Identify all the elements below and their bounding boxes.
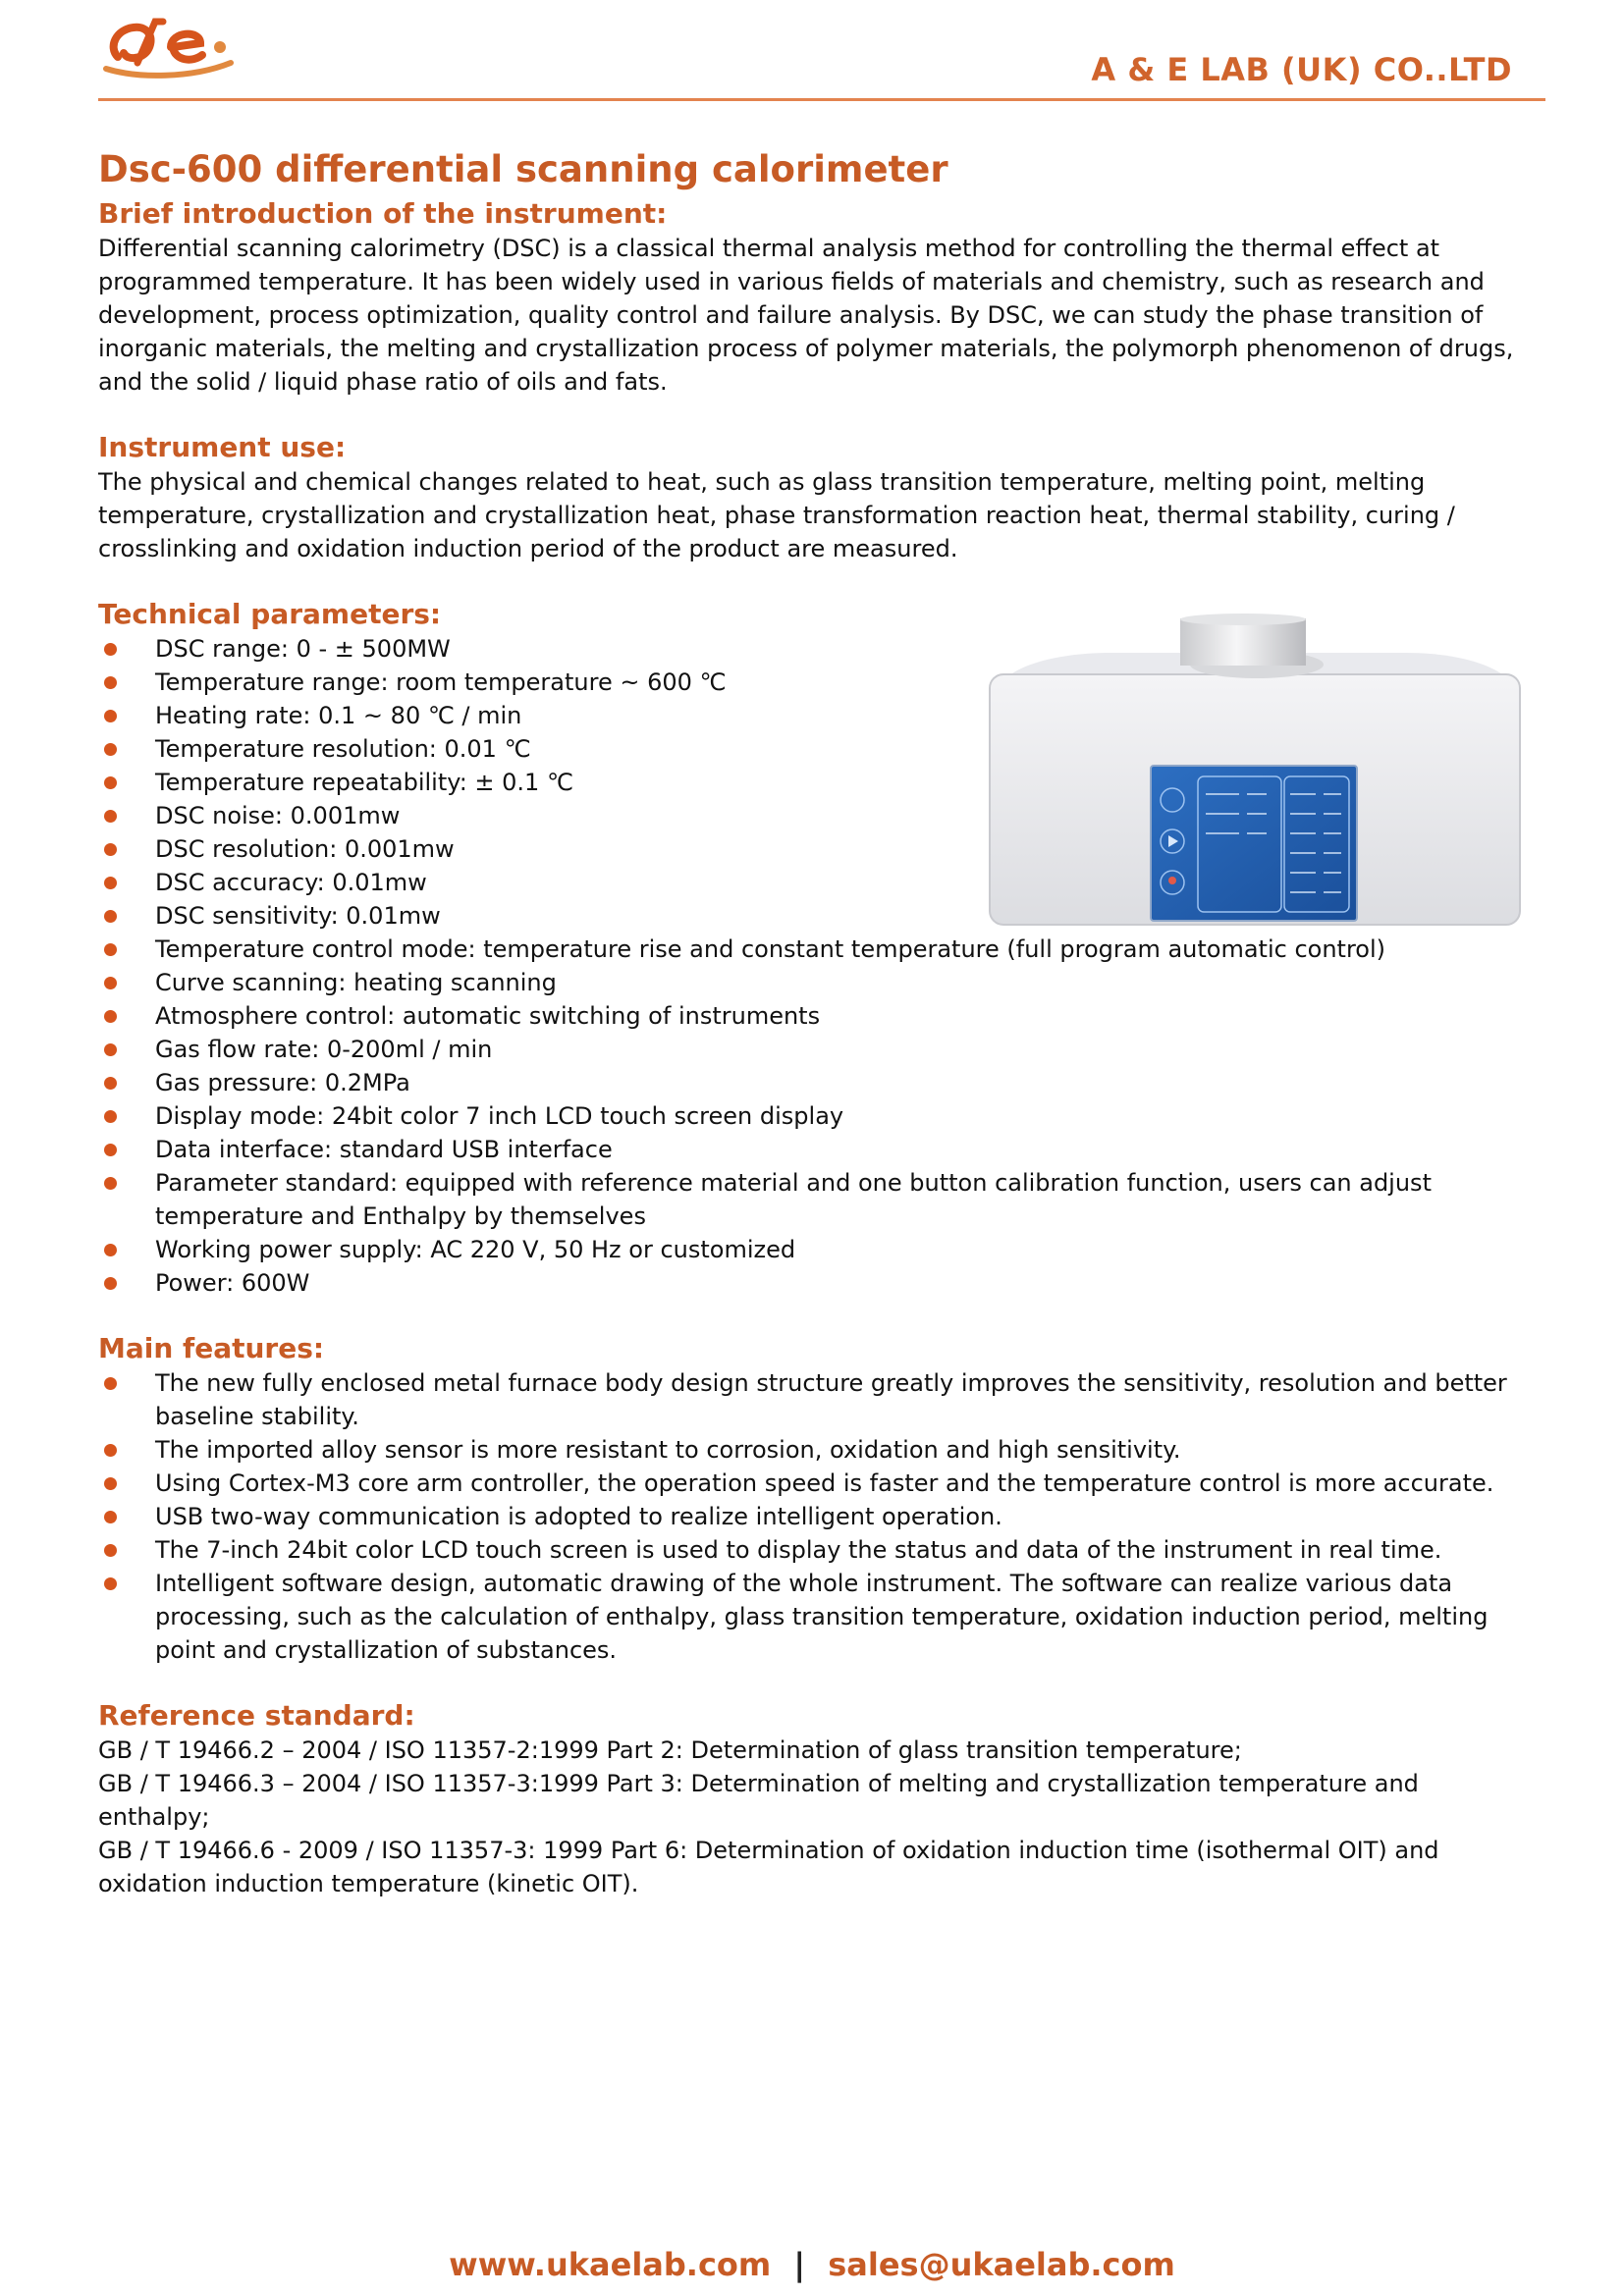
list-item: Data interface: standard USB interface: [98, 1133, 1526, 1166]
bullet-icon: [104, 1511, 117, 1523]
bullet-icon: [104, 810, 117, 823]
email-link[interactable]: sales@ukaelab.com: [828, 2246, 1175, 2283]
bullet-icon: [104, 1177, 117, 1190]
technical-heading: Technical parameters:: [98, 598, 442, 630]
list-item: DSC sensitivity: 0.01mw: [98, 899, 1526, 933]
bullet-icon: [104, 743, 117, 756]
use-text: The physical and chemical changes related to heat, such as glass transition temperature, melting point, melting temperature, crystallization and crystallization heat, phase transformation reaction heat, thermal stability, curing / crosslinking and oxidation induction period of the product are measured.: [98, 468, 1455, 562]
footer-contact: [0, 2246, 1624, 2283]
bullet-icon: [104, 1477, 117, 1490]
features-list: [98, 1366, 1526, 1667]
bullet-icon: [104, 1377, 117, 1390]
use-heading: Instrument use:: [98, 431, 347, 463]
bullet-icon: [104, 1444, 117, 1457]
list-item: Gas pressure: 0.2MPa: [98, 1066, 1526, 1099]
list-item: Intelligent software design, automatic drawing of the whole instrument. The software can realize various data processing, such as the calculation of enthalpy, glass transition temperature, oxidation induction period, melting point and crystallization of substances.: [98, 1567, 1526, 1667]
bullet-icon: [104, 877, 117, 889]
bullet-icon: [104, 910, 117, 923]
list-item: USB two-way communication is adopted to realize intelligent operation.: [98, 1500, 1526, 1533]
company-name: A & E LAB (UK) CO..LTD: [1091, 51, 1512, 88]
bullet-icon: [104, 843, 117, 856]
list-item: DSC resolution: 0.001mw: [98, 832, 1526, 866]
list-item: Temperature control mode: temperature rise and constant temperature (full program automatic control): [98, 933, 1526, 966]
list-item: Curve scanning: heating scanning: [98, 966, 1526, 999]
reference-line-3: GB / T 19466.6 - 2009 / ISO 11357-3: 1999 Part 6: Determination of oxidation induction time (isothermal OIT) and oxidation induction temperature (kinetic OIT).: [98, 1837, 1439, 1897]
list-item: Using Cortex-M3 core arm controller, the operation speed is faster and the temperature control is more accurate.: [98, 1467, 1526, 1500]
reference-heading: Reference standard:: [98, 1699, 415, 1732]
list-item: The new fully enclosed metal furnace body design structure greatly improves the sensitivity, resolution and better baseline stability.: [98, 1366, 1526, 1433]
footer-separator: |: [793, 2246, 806, 2283]
list-item: Parameter standard: equipped with reference material and one button calibration function, users can adjust temperature and Enthalpy by themselves: [98, 1166, 1526, 1233]
bullet-icon: [104, 710, 117, 722]
document-title: Dsc-600 differential scanning calorimeter: [98, 148, 948, 190]
instrument-photo: [982, 614, 1527, 933]
header-divider: [98, 98, 1545, 101]
bullet-icon: [104, 1110, 117, 1123]
bullet-icon: [104, 977, 117, 989]
bullet-icon: [104, 1043, 117, 1056]
list-item: Temperature range: room temperature ~ 600 ℃: [98, 666, 1526, 699]
reference-line-1: GB / T 19466.2 – 2004 / ISO 11357-2:1999 Part 2: Determination of glass transition temperature;: [98, 1736, 1242, 1764]
bullet-icon: [104, 776, 117, 789]
bullet-icon: [104, 643, 117, 656]
list-item: Display mode: 24bit color 7 inch LCD touch screen display: [98, 1099, 1526, 1133]
bullet-icon: [104, 943, 117, 956]
list-item: DSC range: 0 - ± 500MW: [98, 632, 1526, 666]
list-item: Working power supply: AC 220 V, 50 Hz or customized: [98, 1233, 1526, 1266]
list-item: The imported alloy sensor is more resistant to corrosion, oxidation and high sensitivity.: [98, 1433, 1526, 1467]
bullet-icon: [104, 1244, 117, 1256]
bullet-icon: [104, 1277, 117, 1290]
bullet-icon: [104, 676, 117, 689]
intro-heading: Brief introduction of the instrument:: [98, 197, 668, 230]
bullet-icon: [104, 1577, 117, 1590]
bullet-icon: [104, 1077, 117, 1090]
intro-text: Differential scanning calorimetry (DSC) is a classical thermal analysis method for controlling the thermal effect at programmed temperature. It has been widely used in various fields of materials and chemistry, such as research and development, process optimization, quality control and failure analysis. By DSC, we can study the phase transition of inorganic materials, the melting and crystallization process of polymer materials, the polymorph phenomenon of drugs, and the solid / liquid phase ratio of oils and fats.: [98, 235, 1514, 396]
list-item: Heating rate: 0.1 ~ 80 ℃ / min: [98, 699, 1526, 732]
bullet-icon: [104, 1544, 117, 1557]
list-item: DSC accuracy: 0.01mw: [98, 866, 1526, 899]
list-item: The 7-inch 24bit color LCD touch screen is used to display the status and data of the instrument in real time.: [98, 1533, 1526, 1567]
list-item: DSC noise: 0.001mw: [98, 799, 1526, 832]
list-item: Gas flow rate: 0-200ml / min: [98, 1033, 1526, 1066]
features-heading: Main features:: [98, 1332, 325, 1364]
list-item: Power: 600W: [98, 1266, 1526, 1300]
document-body: [98, 145, 1526, 1900]
bullet-icon: [104, 1144, 117, 1156]
website-link[interactable]: www.ukaelab.com: [449, 2246, 772, 2283]
company-logo: [98, 8, 236, 86]
list-item: Temperature repeatability: ± 0.1 ℃: [98, 766, 1526, 799]
list-item: Atmosphere control: automatic switching of instruments: [98, 999, 1526, 1033]
list-item: Temperature resolution: 0.01 ℃: [98, 732, 1526, 766]
reference-line-2: GB / T 19466.3 – 2004 / ISO 11357-3:1999 Part 3: Determination of melting and crystallization temperature and enthalpy;: [98, 1770, 1419, 1831]
bullet-icon: [104, 1010, 117, 1023]
